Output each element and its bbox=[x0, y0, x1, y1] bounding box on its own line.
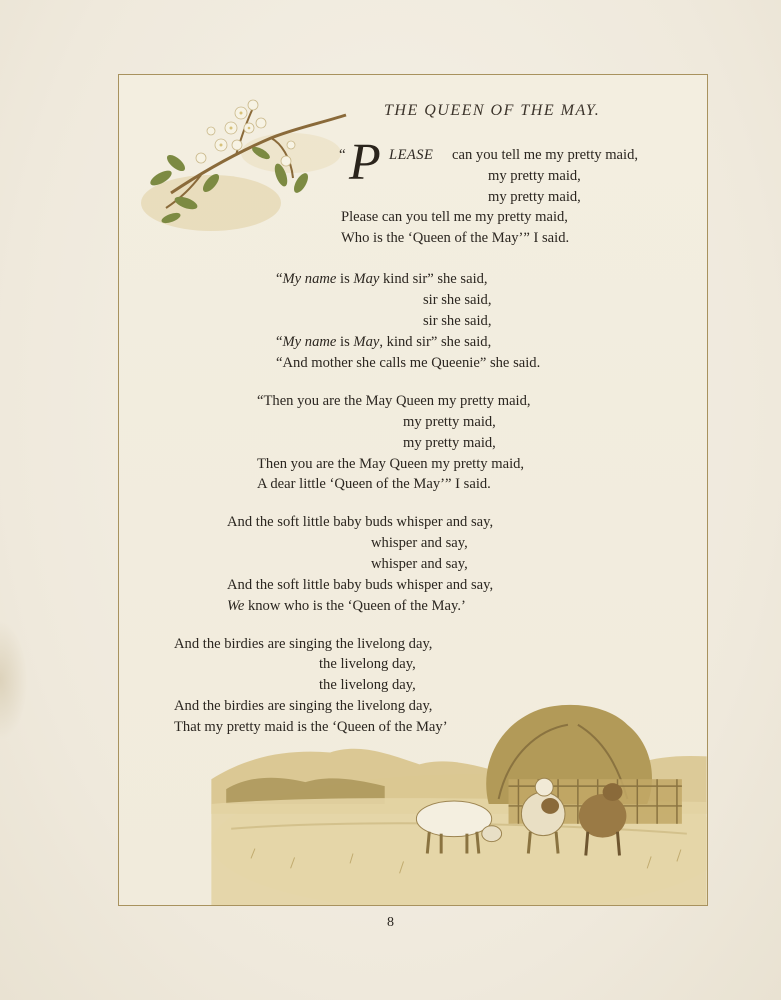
stanza2-line4: “My name is May, kind sir” she said, bbox=[276, 334, 492, 350]
stanza5-line2: the livelong day, bbox=[319, 656, 416, 672]
stanza1-line2: my pretty maid, bbox=[488, 168, 581, 184]
opening-quote: “ bbox=[339, 147, 346, 163]
stanza4-line1: And the soft little baby buds whisper and say, bbox=[227, 514, 494, 530]
stanza4-line5: We know who is the ‘Queen of the May.’ bbox=[227, 598, 466, 614]
pasture-landscape-illustration bbox=[209, 695, 708, 905]
stanza2-line2: sir she said, bbox=[423, 292, 492, 308]
stanza3-line1: “Then you are the May Queen my pretty maid, bbox=[257, 393, 531, 409]
stanza3-line3: my pretty maid, bbox=[403, 435, 496, 451]
page-number: 8 bbox=[387, 915, 394, 930]
stanza5-line5: That my pretty maid is the ‘Queen of the May’ bbox=[174, 719, 448, 735]
stanza5-line1: And the birdies are singing the livelong day, bbox=[174, 636, 433, 652]
stanza4-line3: whisper and say, bbox=[371, 556, 468, 572]
stanza2-line1: “My name is May kind sir” she said, bbox=[276, 271, 488, 287]
stanza2-line3: sir she said, bbox=[423, 313, 492, 329]
stanza3-line4: Then you are the May Queen my pretty maid, bbox=[257, 456, 525, 472]
stanza4-line2: whisper and say, bbox=[371, 535, 468, 551]
stanza1-line1: can you tell me my pretty maid, bbox=[452, 147, 639, 163]
stanza4-line4: And the soft little baby buds whisper and say, bbox=[227, 577, 494, 593]
stanza3-line5: A dear little ‘Queen of the May’” I said. bbox=[257, 476, 491, 492]
poem-title: THE QUEEN OF THE MAY. bbox=[384, 102, 601, 119]
paper-stain bbox=[0, 620, 28, 740]
drop-cap: P bbox=[349, 134, 381, 191]
stanza5-line4: And the birdies are singing the livelong day, bbox=[174, 698, 433, 714]
stanza1-line4: Please can you tell me my pretty maid, bbox=[341, 209, 568, 225]
illustrated-frame bbox=[118, 74, 708, 906]
stanza2-line5: “And mother she calls me Queenie” she said. bbox=[276, 355, 541, 371]
stanza5-line3: the livelong day, bbox=[319, 677, 416, 693]
blossom-branch-illustration bbox=[141, 83, 351, 233]
stanza1-line3: my pretty maid, bbox=[488, 189, 581, 205]
stanza3-line2: my pretty maid, bbox=[403, 414, 496, 430]
stanza1-line5: Who is the ‘Queen of the May’” I said. bbox=[341, 230, 570, 246]
dropcap-continuation: LEASE bbox=[389, 147, 434, 163]
